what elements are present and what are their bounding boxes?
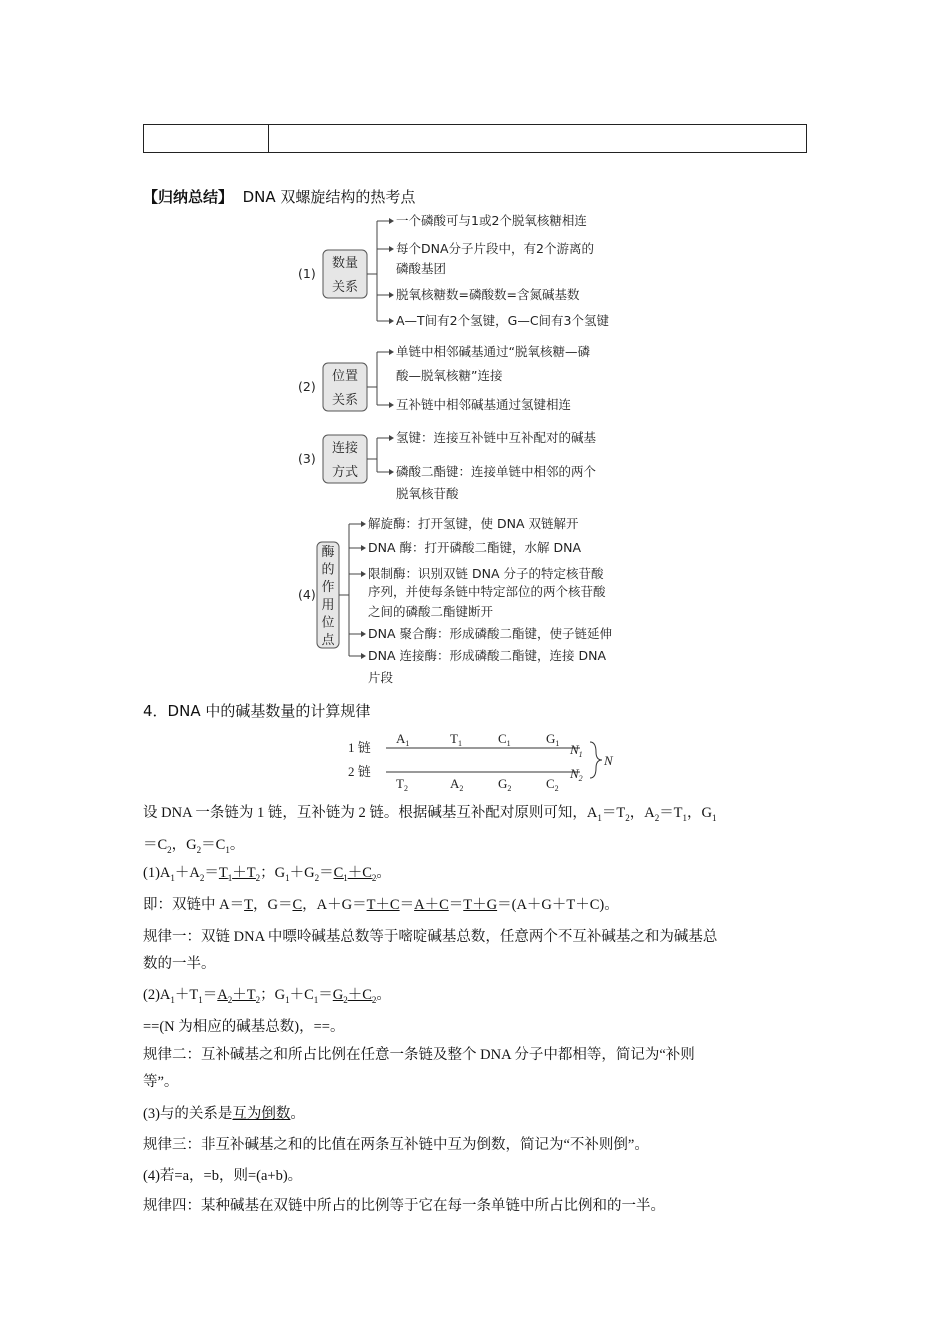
arrow-head [389,292,394,298]
group-number: (3) [298,451,316,466]
group-box-label: 数量 [331,256,359,271]
rule-1: 规律一：双链 DNA 中嘌呤碱基总数等于嘧啶碱基总数，任意两个不互补碱基之和为碱基总 数的一半。 [143,929,718,972]
diagram-item: 氢键：连接互补链中互补配对的碱基 [396,430,597,445]
empty-table [143,124,807,153]
formula-double: 即：双链中 A＝T，G＝C，A＋G＝T＋C＝A＋C＝T＋G＝(A＋G＋T＋C)。 [143,897,619,913]
diagram-item: 限制酶：识别双链 DNA 分子的特定核苷酸 [368,566,604,581]
paragraph-setup: 设 DNA 一条链为 1 链，互补链为 2 链。根据碱基互补配对原则可知，$A_1=T_2$，$A_2=T_1$，$G_1$ $=C_2$，$G_2=C_1$。 [143,805,717,855]
group-box-label: 的 [321,562,335,578]
n2-label: $N_2$ [570,766,583,783]
group-box-label: 作 [321,580,335,596]
group-number: (4) [298,587,316,602]
diagram-item: 序列，并使每条链中特定部位的两个核苷酸 [368,584,606,599]
chain1-base: $G_1$ [546,731,560,748]
arrow-head [389,402,394,408]
rule-3: 规律三：非互补碱基之和的比值在两条互补链中互为倒数，简记为“不补则倒”。 [143,1137,649,1153]
group-number: (2) [298,379,316,394]
chain2-base: $A_2$ [450,776,464,793]
n1-label: $N_1$ [570,742,583,759]
diagram-item: DNA 连接酶：形成磷酸二酯键，连接 DNA [368,648,607,663]
arrow-head [389,349,394,355]
arrow-head [361,653,366,659]
arrow-head [389,469,394,475]
diagram-item: DNA 酶：打开磷酸二酯键，水解 DNA [368,540,582,555]
diagram-item: 脱氧核糖数=磷酸数=含氮碱基数 [396,287,580,302]
diagram-item: 解旋酶：打开氢键，使 DNA 双链解开 [368,516,579,531]
group-box-label: 位 [321,615,335,631]
group-box-label: 连接 [331,441,359,456]
group-box-label: 用 [321,597,335,613]
rule-4: 规律四：某种碱基在双链中所占的比例等于它在每一条单链中所占比例和的一半。 [143,1198,665,1214]
arrow-head [389,218,394,224]
formula-2: $(2)A_1+T_1=A_2+T_2$；$G_1+C_1=G_2+C_2$。 [143,987,391,1005]
formula-3: (3)与的关系是互为倒数。 [143,1106,305,1122]
diagram-item: A—T间有2个氢键，G—C间有3个氢键 [396,313,610,328]
diagram-item: 酸—脱氧核糖”连接 [396,368,503,383]
chain2-base: $G_2$ [498,776,512,793]
diagram-item: DNA 聚合酶：形成磷酸二酯键，使子链延伸 [368,626,613,641]
diagram-item: 磷酸基团 [396,261,447,276]
diagram-item: 每个DNA分子片段中，有2个游离的 [396,241,594,256]
chain1-base: $T_1$ [450,731,462,748]
chain2-base: $T_2$ [396,776,408,793]
diagram-item: 脱氧核苷酸 [396,486,459,501]
n-label: N [604,753,613,768]
formula-1: $(1)A_1+A_2=T_1+T_2$；$G_1+G_2=C_1+C_2$。 [143,865,391,883]
chain-diagram [340,728,640,796]
group-box-label: 酶 [321,544,335,560]
group-box-label: 方式 [331,465,359,480]
summary-title: DNA 双螺旋结构的热考点 [242,188,416,206]
diagram-item: 片段 [368,670,394,685]
formula-4: (4)若=a，=b，则=(a+b)。 [143,1168,303,1184]
table-divider [268,125,269,152]
formula-ratio: ==(N 为相应的碱基总数)，==。 [143,1019,345,1035]
diagram-item: 互补链中相邻碱基通过氢键相连 [396,397,572,412]
diagram-item: 一个磷酸可与1或2个脱氧核糖相连 [396,213,587,228]
group-box-label: 关系 [331,393,359,408]
group-box-label: 位置 [331,369,359,384]
rule-2: 规律二：互补碱基之和所占比例在任意一条链及整个 DNA 分子中都相等，简记为“补则 等”。 [143,1047,695,1090]
arrow-head [389,435,394,441]
chain1-base: $A_1$ [396,731,410,748]
group-box-label: 关系 [331,280,359,295]
diagram-item: 磷酸二酯键：连接单链中相邻的两个 [396,464,597,479]
arrow-head [361,545,366,551]
arrow-head [361,631,366,637]
concept-diagram [280,210,680,690]
arrow-head [361,571,366,577]
arrow-head [361,521,366,527]
diagram-item: 之间的磷酸二酯键断开 [368,604,494,619]
chain1-base: $C_1$ [498,731,511,748]
section-4-title: 4．DNA 中的碱基数量的计算规律 [143,702,371,720]
group-box-label: 点 [321,633,335,649]
chain2-label: 2 链 [348,764,371,779]
arrow-head [389,246,394,252]
chain2-base: $C_2$ [546,776,559,793]
summary-label: 【归纳总结】 [143,188,234,206]
arrow-head [389,318,394,324]
chain1-label: 1 链 [348,740,371,755]
summary-heading [143,186,415,207]
diagram-item: 单链中相邻碱基通过“脱氧核糖—磷 [396,344,590,359]
group-number: (1) [298,266,316,281]
